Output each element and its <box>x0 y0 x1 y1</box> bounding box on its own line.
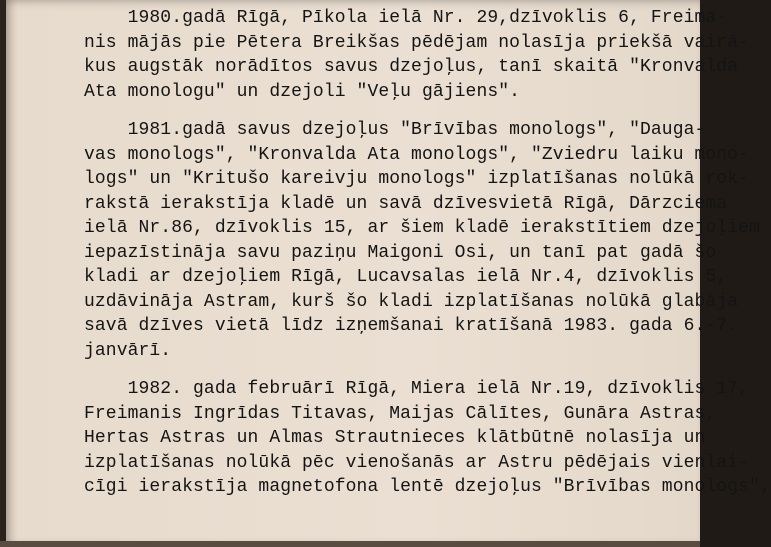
text-line: uzdāvināja Astram, kurš šo kladi izplatīšanas nolūkā glabāja <box>84 291 739 312</box>
text-line: 1981.gadā savus dzejoļus "Brīvības monologs", "Dauga- <box>84 120 706 140</box>
text-line: kus augstāk norādītos savus dzejoļus, tanī skaitā "Kronvalda <box>84 57 739 77</box>
text-line: savā dzīves vietā līdz izņemšanai kratīšanā 1983. gada 6.-7. <box>84 316 739 336</box>
text-line: izplatīšanas nolūkā pēc vienošanās ar Astru pēdējais vienlai- <box>84 452 750 473</box>
text-line: Freimanis Ingrīdas Titavas, Maijas Cālītes, Gunāra Astras, <box>84 403 717 424</box>
paragraph-1981 <box>84 118 760 363</box>
text-line: cīgi ierakstīja magnetofona lentē dzejoļus "Brīvības monologs", <box>84 477 771 497</box>
text-line: 1982. gada februārī Rīgā, Miera ielā Nr.19, dzīvoklis 17, <box>84 379 750 399</box>
paragraph-1982 <box>84 377 771 500</box>
text-line: Ata monologu" un dzejoli "Veļu gājiens". <box>84 81 521 102</box>
page-binding-edge <box>0 0 6 547</box>
text-line: logs" un "Kritušo kareivju monologs" izplatīšanas nolūkā rok- <box>84 169 750 189</box>
text-line: iepazīstināja savu paziņu Maigoni Osi, un tanī pat gadā šo <box>84 242 717 263</box>
page-bottom-edge <box>0 541 700 547</box>
text-line: 1980.gadā Rīgā, Pīkola ielā Nr. 29,dzīvoklis 6, Freima- <box>84 8 728 28</box>
text-line: kladi ar dzejoļiem Rīgā, Lucavsalas ielā Nr.4, dzīvoklis 5, <box>84 267 728 287</box>
text-line: nis mājās pie Pētera Breikšas pēdējam nolasīja priekšā vairā- <box>84 32 750 53</box>
text-line: janvārī. <box>84 340 172 361</box>
page-text <box>84 6 771 514</box>
text-line: rakstā ierakstīja kladē un savā dzīvesvietā Rīgā, Dārzciema <box>84 193 728 214</box>
text-line: Hertas Astras un Almas Strautnieces klātbūtnē nolasīja un <box>84 428 706 448</box>
text-line: vas monologs", "Kronvalda Ata monologs", "Zviedru laiku mono- <box>84 144 750 165</box>
paragraph-1980 <box>84 6 750 104</box>
text-line: ielā Nr.86, dzīvoklis 15, ar šiem kladē ierakstītiem dzejoļiem <box>84 218 760 238</box>
